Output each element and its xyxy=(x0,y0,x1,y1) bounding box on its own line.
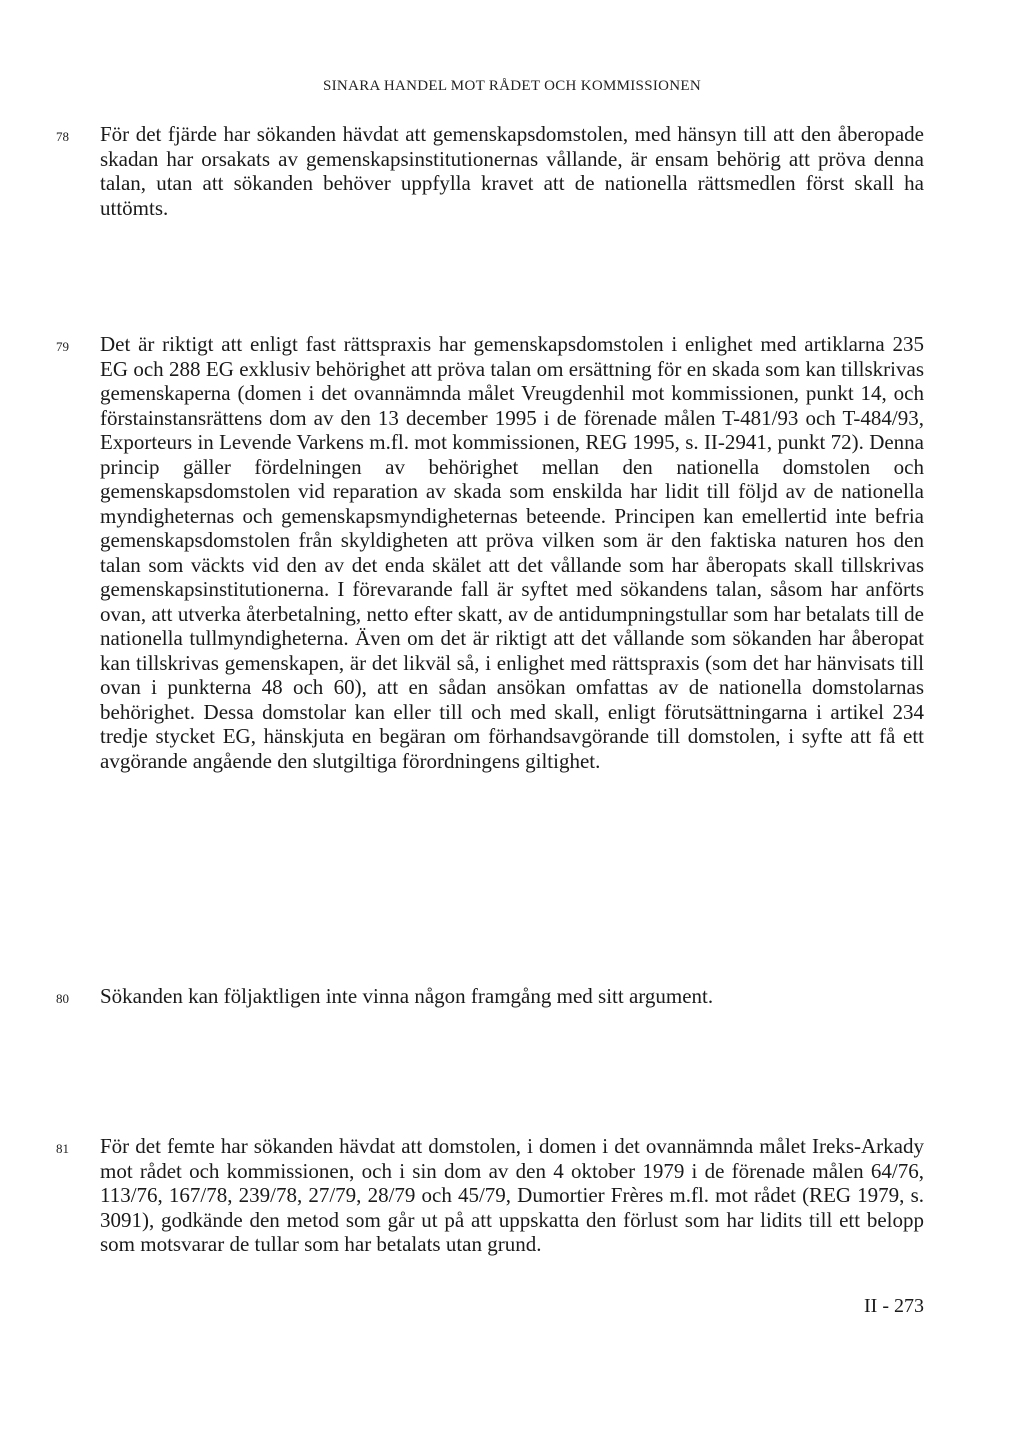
paragraph-number: 81 xyxy=(56,1141,69,1156)
paragraph-number: 80 xyxy=(56,991,69,1006)
paragraph-text: För det femte har sökanden hävdat att domstolen, i domen i det ovannämnda målet Ireks-Arkady mot rådet och kommissionen, och i sin dom av den 4 oktober 1979 i de förenade målen 64/76, 113/76, 167/78, 239/78, 27/79, 28/79 och 45/79, Dumortier Frères m.fl. mot rådet (REG 1979, s. 3091), godkände den metod som går ut på att uppskatta den förlust som har lidits till ett belopp som motsvarar de tullar som har betalats utan grund. xyxy=(100,1134,924,1256)
paragraph-text: Sökanden kan följaktligen inte vinna någon framgång med sitt argument. xyxy=(100,984,714,1008)
page-number: II - 273 xyxy=(864,1295,924,1317)
paragraph-number: 79 xyxy=(56,339,69,354)
running-header: SINARA HANDEL MOT RÅDET OCH KOMMISSIONEN xyxy=(323,78,701,94)
paragraph-text: Det är riktigt att enligt fast rättspraxis har gemenskapsdomstolen i enlighet med artiklarna 235 EG och 288 EG exklusiv behörighet att pröva talan om ersättning för en skada som kan tillskrivas gemenskaperna (domen i det ovannämnda målet Vreugdenhil mot kommissionen, punkt 14, och förstainstansrättens dom av den 13 december 1995 i de förenade målen T-481/93 och T-484/93, Exporteurs in Levende Varkens m.fl. mot kommissionen, REG 1995, s. II-2941, punkt 72). Denna princip gäller fördelningen av behörighet mellan den nationella domstolen och gemenskapsdomstolen vid reparation av skada som enskilda har lidit till följd av de nationella myndigheternas och gemenskapsmyndigheternas beteende. Principen kan emellertid inte befria gemenskapsdomstolen från skyldigheten att pröva vilken som är den faktiska naturen hos den talan som väckts vid den av det enda skälet att det vållande som har åberopats skall tillskrivas gemenskapsinstitutionerna. I förevarande fall är syftet med sökandens talan, såsom har anförts ovan, att utverka återbetalning, netto efter skatt, av de antidumpningstullar som har betalats till de nationella tullmyndigheterna. Även om det är riktigt att det vållande som sökanden har åberopat kan tillskrivas gemenskapen, är det likväl så, i enlighet med rättspraxis (som det har hänvisats till ovan i punkterna 48 och 60), att en sådan ansökan omfattas av de nationella domstolarnas behörighet. Dessa domstolar kan eller till och med skall, enligt förutsättningarna i artikel 234 tredje stycket EG, hänskjuta en begäran om förhandsavgörande till domstolen, i syfte att få ett avgörande angående den slutgiltiga förordningens giltighet. xyxy=(100,332,924,773)
paragraph-number: 78 xyxy=(56,129,69,144)
paragraph-text: För det fjärde har sökanden hävdat att gemenskapsdomstolen, med hänsyn till att den åberopade skadan har orsakats av gemenskapsinstitutionernas vållande, är ensam behörig att pröva denna talan, utan att sökanden behöver uppfylla kravet att de nationella rättsmedlen först skall ha uttömts. xyxy=(100,122,924,220)
